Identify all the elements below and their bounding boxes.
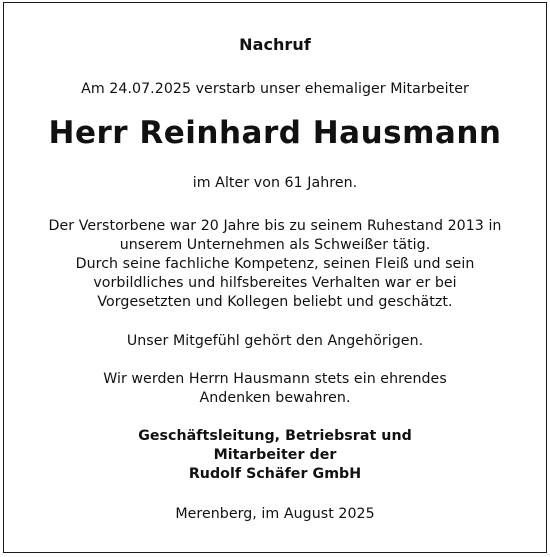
notice-heading: Nachruf (239, 35, 311, 54)
sympathy-text: Unser Mitgefühl gehört den Angehörigen. (126, 333, 424, 349)
company-name: Rudolf Schäfer GmbH (188, 466, 362, 482)
intro-text: Am 24.07.2025 verstarb unser ehemaliger Mitarbeiter (81, 81, 469, 97)
remembrance-line: Andenken bewahren. (199, 390, 351, 406)
remembrance-line: Wir werden Herrn Hausmann stets ein ehrendes (103, 371, 447, 387)
age-text: im Alter von 61 Jahren. (192, 175, 358, 191)
body-line: unserem Unternehmen als Schweißer tätig. (119, 237, 431, 253)
deceased-name: Herr Reinhard Hausmann (48, 115, 502, 151)
body-line: Durch seine fachliche Kompetenz, seinen Fleiß und sein (75, 256, 475, 272)
place-date: Merenberg, im August 2025 (175, 506, 375, 522)
signatory-line: Mitarbeiter der (213, 447, 337, 463)
body-line: Vorgesetzten und Kollegen beliebt und geschätzt. (97, 294, 453, 310)
body-line: vorbildliches und hilfsbereites Verhalten war er bei (93, 275, 457, 291)
signatory-line: Geschäftsleitung, Betriebsrat und (138, 428, 412, 444)
body-line: Der Verstorbene war 20 Jahre bis zu seinem Ruhestand 2013 in (48, 218, 502, 234)
obituary-notice (3, 2, 547, 553)
